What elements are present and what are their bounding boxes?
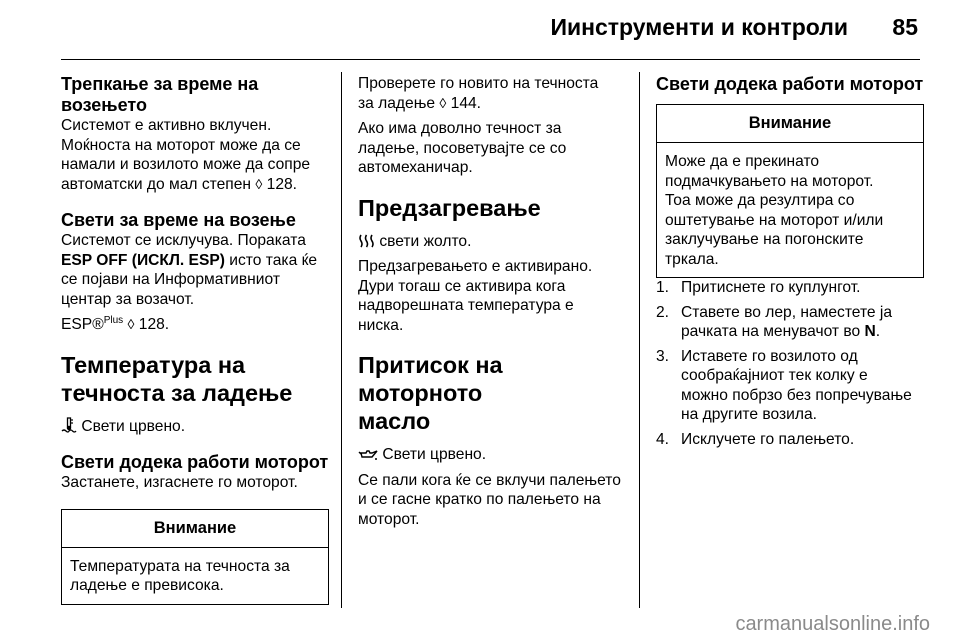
header-rule (61, 59, 920, 60)
column-3 (656, 74, 924, 454)
caution-text: Може да е прекинато подмачкувањето на моторот. Тоа може да резултира со оштетување на моторот и/или заклучување на погонските тркала. (665, 153, 884, 268)
page-number: 85 (892, 14, 918, 40)
page-ref[interactable]: 128. (266, 175, 297, 193)
step-item: 4. Исклучете го палењето. (656, 430, 855, 448)
glow-plug-icon (358, 231, 375, 250)
page-header (0, 0, 960, 70)
page-ref[interactable]: 144. (450, 94, 482, 112)
coolant-temperature-icon (61, 416, 77, 435)
paragraph-check-coolant: Проверете го новито на течноста за ладење ◊ 144. (358, 75, 599, 112)
coolant-indicator-line: Свети црвено. (61, 416, 329, 437)
column-divider-1 (341, 72, 342, 608)
column-2 (358, 74, 630, 529)
running-title: Иинструменти и контроли (550, 14, 848, 40)
esp-off-message: ESP OFF (ИСКЛ. ESP) (61, 251, 225, 269)
caution-box-oil (656, 104, 924, 278)
paragraph-lit-while-driving: Системот се исклучува. Пораката ESP OFF (ИСКЛ. ESP) исто така ќе се појави на Информативниот центар за возачот. (61, 232, 318, 308)
caution-title: Внимание (62, 510, 328, 548)
paragraph-preheating: Предзагревањето е активирано. Дури тогаш се активира кога надворешната температура е ниска. (358, 258, 593, 334)
caution-box-coolant (61, 509, 329, 605)
section-heading-lit-engine-running: Свети додека работи моторот (656, 74, 924, 94)
paragraph-blinking: Системот е активно вклучен. Моќноста на моторот може да се намали и возилото може да сопре автоматски до мал степен ◊ 128. (61, 117, 311, 193)
neutral-gear-symbol: N (864, 323, 876, 340)
column-1 (61, 74, 329, 605)
paragraph-consult-mechanic: Ако има доволно течност за ладење, посоветувајте се со автомеханичар. (358, 120, 567, 176)
step-item: 3. Иставете го возилото од сообраќајниот тек колку е можно побрзо без попречување на другите возила. (656, 347, 912, 423)
page-ref-icon: ◊ (255, 175, 263, 192)
section-heading-coolant-temperature: Температура на течноста за ладење (61, 351, 293, 406)
section-heading-lit-engine-running: Свети додека работи моторот (61, 452, 329, 472)
step-item: 2. Ставете во лер, наместете ја рачката на менувачот во N. (656, 303, 893, 340)
caution-text: Температурата на течноста за ладење е превисока. (70, 557, 290, 594)
step-item: 1. Притиснете го куплунгот. (656, 279, 861, 296)
oil-indicator-line: Свети црвено. (358, 444, 630, 465)
paragraph-oil-pressure: Се пали кога ќе се вклучи палењето и се гасне кратко по палењето на моторот. (358, 471, 621, 528)
preheat-indicator-line: свети жолто. (358, 231, 630, 252)
page-ref-icon: ◊ (127, 316, 135, 332)
oil-can-icon (358, 444, 378, 463)
page-ref[interactable]: 128. (138, 316, 170, 333)
page-ref-icon: ◊ (439, 94, 447, 111)
esp-plus-ref: ESP®$^{Plus}$ ◊ 128. (61, 314, 170, 333)
section-heading-preheating: Предзагревање (358, 194, 541, 221)
section-heading-blinking: Трепкање за време на возењето (61, 74, 259, 115)
section-heading-oil-pressure: Притисок на моторното масло (358, 352, 503, 434)
watermark: carmanualsonline.info (735, 613, 930, 635)
steps-list (656, 278, 924, 449)
section-heading-lit-while-driving: Свети за време на возење (61, 210, 296, 230)
paragraph-stop-engine: Застанете, изгаснете го моторот. (61, 474, 298, 491)
column-divider-2 (639, 72, 640, 608)
caution-title: Внимание (657, 105, 923, 143)
